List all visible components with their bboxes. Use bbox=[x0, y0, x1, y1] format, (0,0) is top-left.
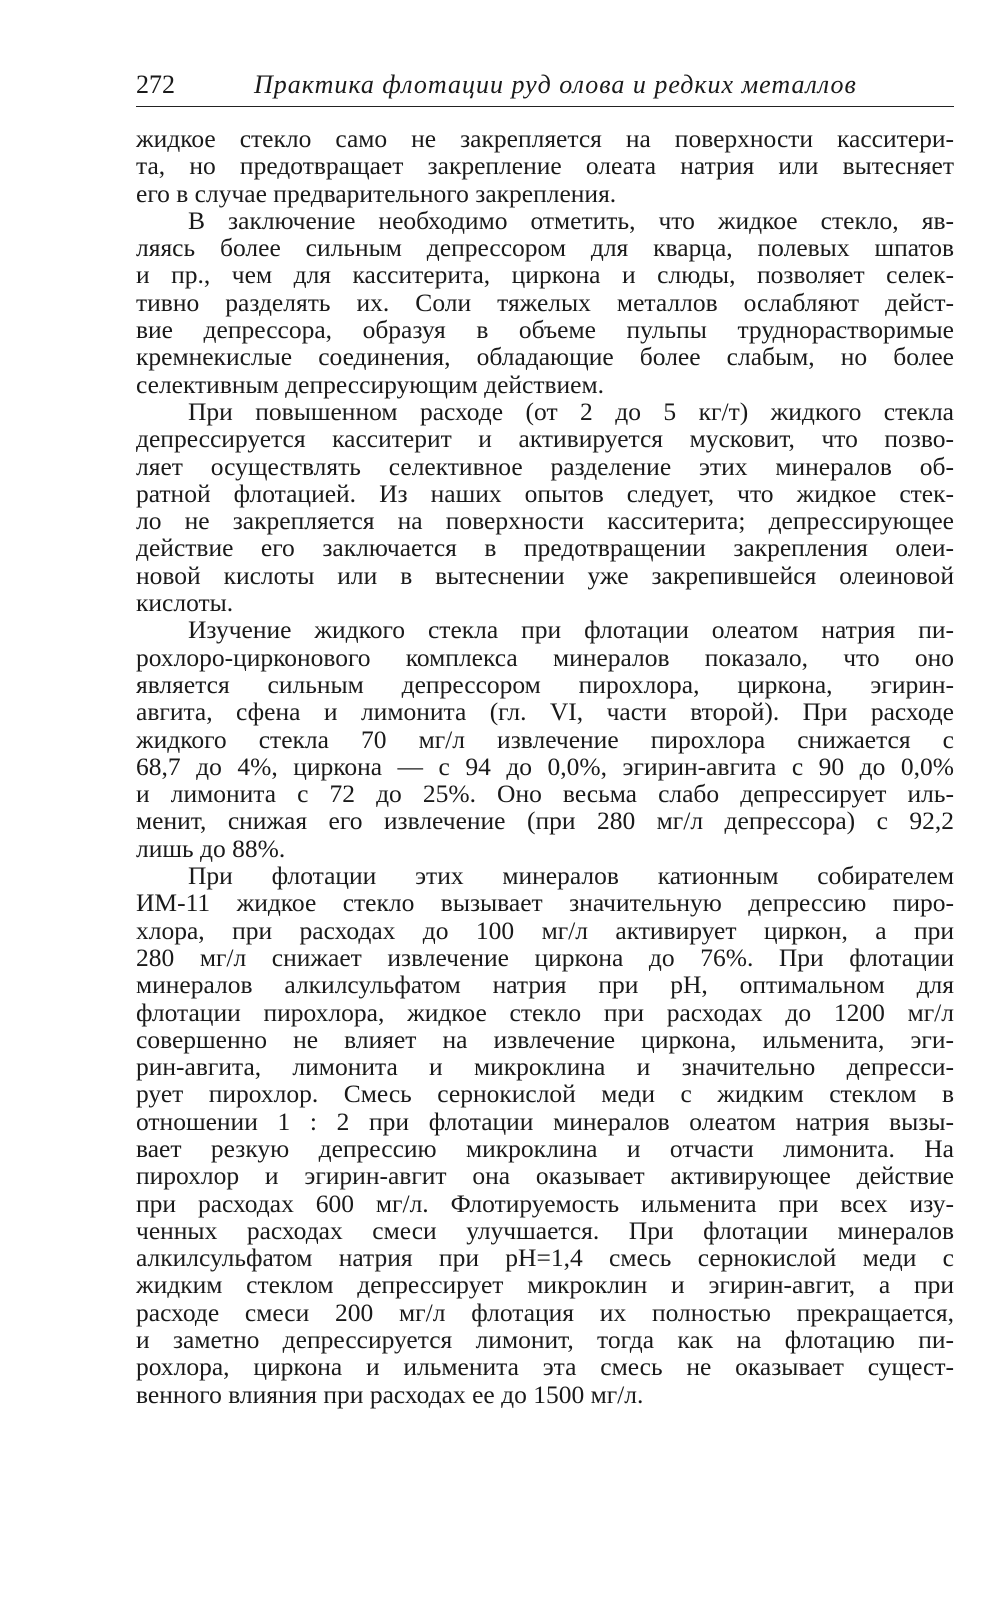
text-line: жидкого стекла 70 мг/л извлечение пирохлора снижается с bbox=[136, 724, 954, 754]
text-line: венного влияния при расходах ее до 1500 мг/л. bbox=[136, 1379, 644, 1409]
text-line: лишь до 88%. bbox=[136, 833, 286, 863]
paragraph bbox=[136, 616, 954, 862]
text-line: отношении 1 : 2 при флотации минералов олеатом натрия вызы- bbox=[136, 1106, 954, 1136]
text-line: В заключение необходимо отметить, что жидкое стекло, яв- bbox=[188, 205, 954, 235]
text-line: При флотации этих минералов катионным собирателем bbox=[188, 861, 954, 891]
text-line: новой кислоты или в вытеснении уже закрепившейся олеиновой bbox=[136, 560, 954, 590]
text-line: действие его заключается в предотвращении закрепления олеи- bbox=[136, 533, 954, 563]
text-line: рохлора, циркона и ильменита эта смесь не оказывает сущест- bbox=[136, 1352, 954, 1382]
text-line: тивно разделять их. Соли тяжелых металлов ослабляют дейст- bbox=[136, 287, 954, 317]
text-line: рует пирохлор. Смесь сернокислой меди с жидким стеклом в bbox=[136, 1079, 954, 1109]
paragraph bbox=[136, 398, 954, 616]
text-line: 68,7 до 4%, циркона — с 94 до 0,0%, эгирин-авгита с 90 до 0,0% bbox=[136, 751, 954, 781]
running-head bbox=[136, 70, 954, 107]
text-line: является сильным депрессором пирохлора, циркона, эгирин- bbox=[136, 669, 954, 699]
text-line: При повышенном расходе (от 2 до 5 кг/т) жидкого стекла bbox=[188, 396, 954, 426]
text-line: кремнекислые соединения, обладающие более слабым, но более bbox=[136, 342, 954, 372]
text-line: пирохлор и эгирин-авгит она оказывает активирующее действие bbox=[136, 1161, 954, 1191]
text-line: расходе смеси 200 мг/л флотация их полностью прекращается, bbox=[136, 1297, 954, 1327]
text-line: минералов алкилсульфатом натрия при pH, оптимальном для bbox=[136, 970, 954, 1000]
text-line: кислоты. bbox=[136, 588, 234, 618]
text-line: селективным депрессирующим действием. bbox=[136, 369, 605, 399]
body-text bbox=[136, 125, 954, 1408]
text-line: ло не закрепляется на поверхности касситерита; депрессирующее bbox=[136, 506, 954, 536]
text-line: и заметно депрессируется лимонит, тогда как на флотацию пи- bbox=[136, 1325, 954, 1355]
text-line: авгита, сфена и лимонита (гл. VI, части второй). При расходе bbox=[136, 697, 954, 727]
text-line: ляясь более сильным депрессором для кварца, полевых шпатов bbox=[136, 233, 954, 263]
text-line: рин-авгита, лимонита и микроклина и значительно депресси- bbox=[136, 1052, 954, 1082]
text-line: при расходах 600 мг/л. Флотируемость ильменита при всех изу- bbox=[136, 1188, 954, 1218]
text-line: жидкое стекло само не закрепляется на поверхности касситери- bbox=[136, 124, 954, 153]
text-line: депрессируется касситерит и активируется мусковит, что позво- bbox=[136, 424, 954, 454]
text-line: алкилсульфатом натрия при pH=1,4 смесь сернокислой меди с bbox=[136, 1243, 954, 1273]
text-line: и пр., чем для касситерита, циркона и слюды, позволяет селек- bbox=[136, 260, 954, 290]
text-line: ратной флотацией. Из наших опытов следует, что жидкое стек- bbox=[136, 478, 954, 508]
page-number: 272 bbox=[136, 70, 175, 99]
paragraph bbox=[136, 207, 954, 398]
text-line: жидким стеклом депрессирует микроклин и эгирин-авгит, а при bbox=[136, 1270, 954, 1300]
text-line: совершенно не влияет на извлечение циркона, ильменита, эги- bbox=[136, 1024, 954, 1054]
text-line: флотации пирохлора, жидкое стекло при расходах до 1200 мг/л bbox=[136, 997, 954, 1027]
text-line: ИМ-11 жидкое стекло вызывает значительную депрессию пиро- bbox=[136, 888, 954, 918]
paragraph bbox=[136, 862, 954, 1408]
text-line: та, но предотвращает закрепление олеата натрия или вытесняет bbox=[136, 151, 954, 181]
text-line: и лимонита с 72 до 25%. Оно весьма слабо депрессирует иль- bbox=[136, 779, 954, 809]
paragraph bbox=[136, 125, 954, 207]
text-line: 280 мг/л снижает извлечение циркона до 76%. При флотации bbox=[136, 942, 954, 972]
text-line: ляет осуществлять селективное разделение этих минералов об- bbox=[136, 451, 954, 481]
text-line: ченных расходах смеси улучшается. При флотации минералов bbox=[136, 1215, 954, 1245]
running-title: Практика флотации руд олова и редких металлов bbox=[254, 70, 857, 99]
text-line: его в случае предварительного закрепления. bbox=[136, 178, 617, 208]
text-line: менит, снижая его извлечение (при 280 мг/л депрессора) с 92,2 bbox=[136, 806, 954, 836]
text-line: вие депрессора, образуя в объеме пульпы труднорастворимые bbox=[136, 315, 954, 345]
text-line: хлора, при расходах до 100 мг/л активирует циркон, а при bbox=[136, 915, 954, 945]
text-line: Изучение жидкого стекла при флотации олеатом натрия пи- bbox=[188, 615, 954, 645]
text-line: вает резкую депрессию микроклина и отчасти лимонита. На bbox=[136, 1133, 954, 1163]
text-line: рохлоро-цирконового комплекса минералов показало, что оно bbox=[136, 642, 954, 672]
